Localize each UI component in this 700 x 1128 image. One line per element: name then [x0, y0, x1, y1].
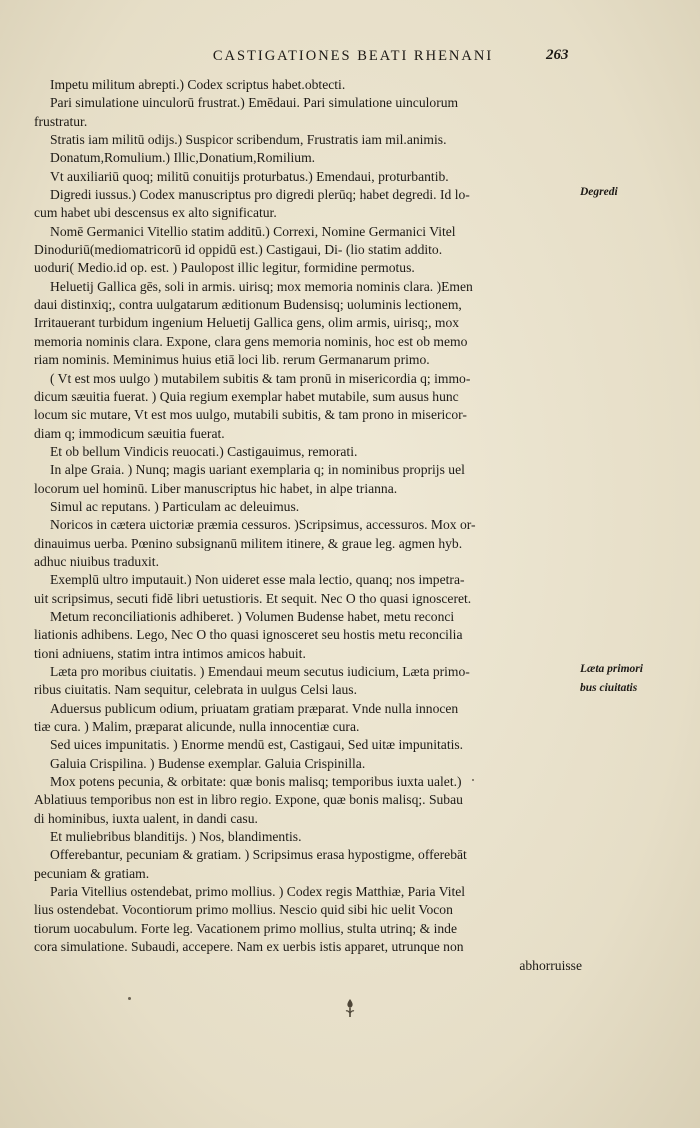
text-line: ribus ciuitatis. Nam sequitur, celebrata in uulgus Celsi laus.: [34, 682, 357, 698]
text-line: dicum sæuitia fuerat. ) Quia regium exemplar habet mutabile, sum ausus hunc: [34, 388, 459, 404]
text-line: Dinoduriū(mediomatricorū id oppidū est.) Castigaui, Di- (lio statim addito.: [34, 242, 443, 258]
text-line: liationis adhibens. Lego, Nec O tho quasi ignosceret seu hostis metu reconcilia: [34, 627, 463, 643]
text-line: locum sic mutare, Vt est mos uulgo, mutabili subitis, & tam prono in misericor-: [34, 407, 467, 423]
text-line: Offerebantur, pecuniam & gratiam. ) Scripsimus erasa hypostigme, offerebāt: [50, 847, 467, 863]
text-line: adhuc niuibus traduxit.: [34, 553, 159, 569]
text-line: uoduri( Medio.id op. est. ) Paulopost illic legitur, formidine permotus.: [34, 260, 415, 276]
text-line: memoria nominis clara. Expone, clara gens memoria nominis, hoc est ob memo: [34, 333, 468, 349]
text-line: lius ostendebat. Vocontiorum primo mollius. Nescio quid sibi hic uelit Vocon: [34, 902, 453, 918]
text-line: abhorruisse: [519, 957, 582, 973]
text-line: pecuniam & gratiam.: [34, 865, 150, 881]
text-line: ( Vt est mos uulgo ) mutabilem subitis & tam pronū in misericordia q; immo-: [50, 370, 471, 386]
text-line: Et muliebribus blanditijs. ) Nos, blandimentis.: [50, 829, 302, 845]
text-line: Heluetij Gallica gēs, soli in armis. uirisq; mox memoria nominis clara. )Emen: [50, 278, 473, 294]
text-line: In alpe Graia. ) Nunq; magis uariant exemplaria q; in nominibus proprijs uel: [50, 462, 465, 478]
text-line: Vt auxiliariū quoq; militū conuitijs proturbatus.) Emendaui, proturbantib.: [50, 168, 449, 184]
text-line: Mox potens pecunia, & orbitate: quæ bonis malisq; temporibus iuxta ualet.): [50, 774, 462, 790]
margin-note: Degredi: [580, 186, 618, 199]
text-line: Exemplū ultro imputauit.) Non uideret esse mala lectio, quanq; nos impetra-: [50, 572, 465, 588]
ink-speck: [472, 779, 474, 781]
text-line: Simul ac reputans. ) Particulam ac deleuimus.: [50, 498, 300, 514]
main-text-block: [34, 76, 582, 975]
text-line: riam nominis. Meminimus huius etiā loci lib. rerum Germanarum primo.: [34, 352, 430, 368]
text-line: Sed uices impunitatis. ) Enorme mendū est, Castigaui, Sed uitæ impunitatis.: [50, 737, 464, 753]
margin-note: Læta primori: [580, 663, 643, 676]
ornament-icon: [343, 998, 357, 1018]
text-line: tiorum uocabulum. Forte leg. Vacationem primo mollius, stulta utrinq; & inde: [34, 920, 457, 936]
text-line: di hominibus, iuxta ualent, in dandi casu.: [34, 810, 258, 826]
text-line: Ablatiuus temporibus non est in libro regio. Expone, quæ bonis malisq;. Subau: [34, 792, 463, 808]
text-line: cora simulatione. Subaudi, accepere. Nam ex uerbis istis apparet, utrunque non: [34, 939, 464, 955]
text-line: Pari simulatione uinculorū frustrat.) Emēdaui. Pari simulatione uinculorum: [50, 95, 459, 111]
text-line: Et ob bellum Vindicis reuocati.) Castigauimus, remorati.: [50, 443, 358, 459]
text-line: locorum uel hominū. Liber manuscriptus hic habet, in alpe trianna.: [34, 480, 398, 496]
text-line: Paria Vitellius ostendebat, primo mollius. ) Codex regis Matthiæ, Paria Vitel: [50, 884, 466, 900]
text-line: cum habet ubi descensus ex alto significatur.: [34, 205, 277, 221]
text-line: Aduersus publicum odium, priuatam gratiam præparat. Vnde nulla innocen: [50, 700, 459, 716]
text-line: Nomē Germanici Vitellio statim additū.) Correxi, Nomine Germanici Vitel: [50, 223, 456, 239]
running-title: CASTIGATIONES BEATI RHENANI: [212, 48, 494, 64]
text-line: tioni adniuens, statim intra intimos amicos habuit.: [34, 645, 306, 661]
text-line: frustratur.: [34, 113, 88, 129]
text-line: Læta pro moribus ciuitatis. ) Emendaui meum secutus iudicium, Læta primo-: [50, 664, 470, 679]
text-line: Digredi iussus.) Codex manuscriptus pro digredi plerūq; habet degredi. Id lo-: [50, 187, 470, 203]
text-line: Donatum,Romulium.) Illic,Donatium,Romilium.: [50, 150, 316, 166]
text-line: uit scripsimus, secuti fidē libri uetustioris. Et sequit. Nec O tho quasi ignosceret.: [34, 590, 472, 606]
text-line: Stratis iam militū odijs.) Suspicor scribendum, Frustratis iam mil.animis.: [50, 132, 447, 148]
text-line: daui distinxiq;, contra uulgatarum æditionum Budensisq; uoluminis lectionem,: [34, 297, 462, 313]
text-line: Impetu militum abrepti.) Codex scriptus habet.obtecti.: [50, 77, 346, 92]
page-number: 263: [546, 47, 569, 63]
text-line: Galuia Crispilina. ) Budense exemplar. Galuia Crispinilla.: [50, 755, 366, 771]
ink-speck: [128, 997, 131, 1000]
text-line: Irritauerant turbidum ingenium Heluetij Gallica gens, olim armis, uirisq;, mox: [34, 315, 460, 331]
text-line: Metum reconciliationis adhiberet. ) Volumen Budense habet, metu reconci: [50, 608, 455, 624]
text-line: dinauimus uerba. Pœnino subsignanū militem itinere, & graue leg. agmen hyb.: [34, 535, 463, 551]
text-line: diam q; immodicum sæuitia fuerat.: [34, 425, 225, 441]
text-line: Noricos in cætera uictoriæ præmia cessuros. )Scripsimus, accessuros. Mox or-: [50, 517, 476, 533]
margin-note: bus ciuitatis: [580, 681, 638, 694]
text-line: tiæ cura. ) Malim, præparat alicunde, nulla innocentiæ cura.: [34, 719, 360, 735]
